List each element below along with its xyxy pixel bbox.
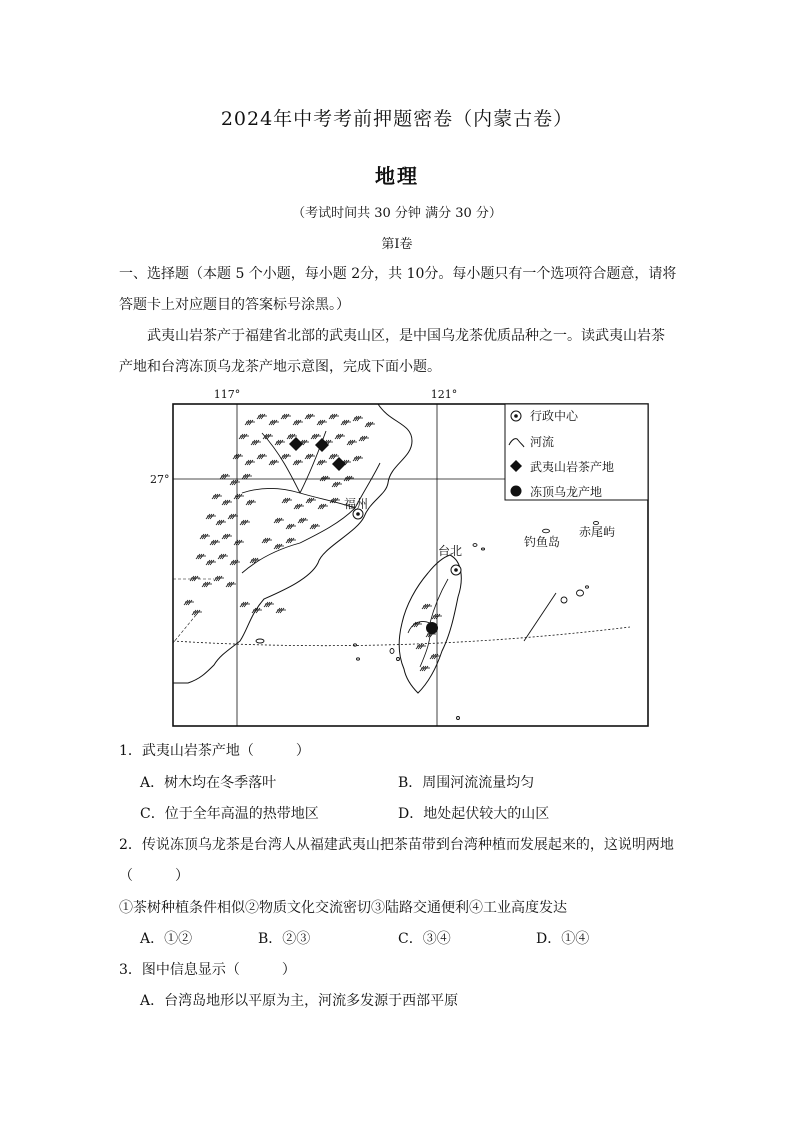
province-boundary xyxy=(173,579,214,643)
tea-map xyxy=(150,383,660,735)
label-chiwei: 赤尾屿 xyxy=(579,525,616,539)
question-2-option-a: A．①② xyxy=(140,931,193,947)
legend-label-river: 河流 xyxy=(530,435,555,449)
diamond-icon xyxy=(332,457,346,471)
question-1-option-b: B．周围河流流量均匀 xyxy=(398,775,535,791)
question-2-stem-bracket: （ ） xyxy=(119,868,189,884)
label-taipei: 台北 xyxy=(438,544,463,558)
mountain-symbols xyxy=(184,414,442,671)
lon-label-121: 121° xyxy=(430,388,458,401)
dongding-tea-site xyxy=(426,622,438,634)
dot-icon xyxy=(511,486,522,497)
exam-note: （考试时间共 30 分钟 满分 30 分） xyxy=(292,206,502,221)
legend-label-wuyi: 武夷山岩茶产地 xyxy=(530,460,615,474)
map-legend xyxy=(505,404,648,500)
section-line-1: 一、选择题（本题 5 个小题，每小题 2分，共 10分。每小题只有一个选项符合题意，请将 xyxy=(119,266,677,282)
intro-line-1: 武夷山岩茶产于福建省北部的武夷山区，是中国乌龙茶优质品种之一。读武夷山岩茶 xyxy=(147,328,665,344)
question-2-stem: 2．传说冻顶乌龙茶是台湾人从福建武夷山把茶苗带到台湾种植而发展起来的，这说明两地 xyxy=(119,837,674,853)
question-2-option-b: B．②③ xyxy=(258,931,311,947)
question-1-option-a: A．树木均在冬季落叶 xyxy=(140,775,277,791)
question-1-stem: 1．武夷山岩茶产地（ ） xyxy=(119,743,310,759)
lon-label-117: 117° xyxy=(213,388,241,401)
boundary-segment xyxy=(524,593,556,641)
legend-label-dongding: 冻顶乌龙产地 xyxy=(530,485,603,499)
label-diaoyu: 钓鱼岛 xyxy=(524,535,561,549)
admin-center-taipei xyxy=(451,565,461,575)
question-3-option-a: A．台湾岛地形以平原为主，河流多发源于西部平原 xyxy=(140,993,459,1009)
page-title: 2024年中考考前押题密卷（内蒙古卷） xyxy=(220,108,574,130)
small-islands xyxy=(256,521,599,719)
tropic-line xyxy=(173,627,630,646)
question-2-option-c: C．③④ xyxy=(398,931,451,947)
question-1-option-c: C．位于全年高温的热带地区 xyxy=(140,806,319,822)
subject-title: 地理 xyxy=(375,164,419,188)
legend-label-admin: 行政中心 xyxy=(530,409,579,423)
question-2-option-d: D．①④ xyxy=(536,931,590,947)
section-line-2: 答题卡上对应题目的答案标号涂黑。） xyxy=(119,297,350,313)
part-label: 第Ⅰ卷 xyxy=(381,237,413,252)
intro-line-2: 产地和台湾冻顶乌龙茶产地示意图，完成下面小题。 xyxy=(119,359,441,375)
question-2-statements: ①茶树种植条件相似②物质文化交流密切③陆路交通便利④工业高度发达 xyxy=(119,900,567,916)
question-3-stem: 3．图中信息显示（ ） xyxy=(119,962,296,978)
question-1-option-d: D．地处起伏较大的山区 xyxy=(398,806,550,822)
diamond-icon xyxy=(289,437,303,451)
lat-label-27: 27° xyxy=(150,473,170,486)
label-fuzhou: 福州 xyxy=(344,497,369,511)
